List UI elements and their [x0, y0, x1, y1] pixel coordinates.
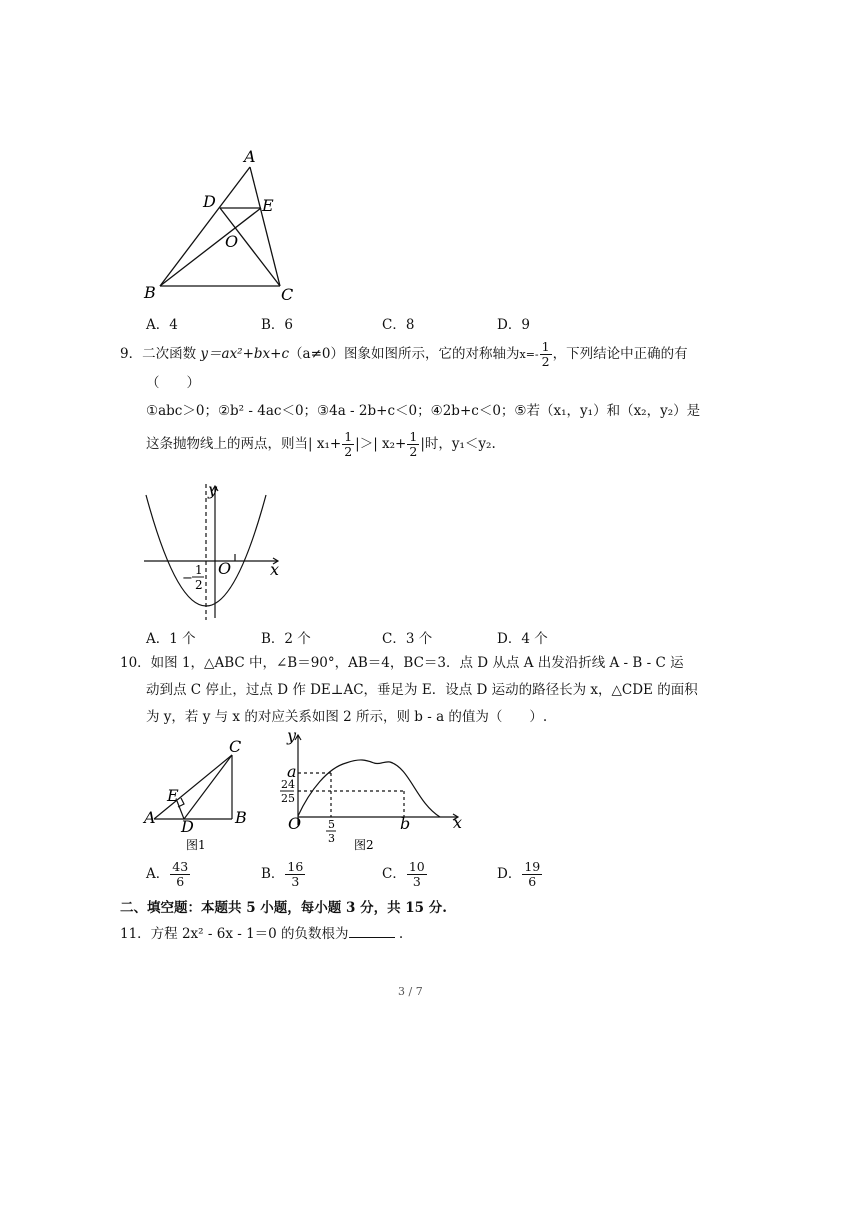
label-c: C	[281, 285, 294, 304]
fig10b-frac-den: 25	[281, 792, 295, 805]
fig10-triangle	[140, 738, 255, 853]
q9-option-c[interactable]: C．3 个	[382, 631, 433, 647]
fig10a-label-c: C	[229, 738, 242, 756]
q10-option-d[interactable]: D． $\frac{19}{6}$	[497, 859, 541, 889]
q10-option-a[interactable]: A． $\frac{43}{6}$	[146, 859, 189, 889]
q10-option-b[interactable]: B． $\frac{16}{3}$	[261, 859, 304, 889]
fig10b-o-label: O	[288, 814, 302, 833]
fig10a-label-d: D	[181, 817, 194, 836]
q9-option-a[interactable]: A．1 个	[146, 631, 196, 647]
q9-option-d[interactable]: D．4 个	[497, 631, 548, 647]
fig9-minus: −	[182, 571, 193, 586]
label-b: B	[144, 283, 156, 302]
fig10a-caption: 图1	[186, 838, 206, 852]
q11-answer-blank[interactable]	[349, 925, 395, 938]
q10-option-c[interactable]: C． $\frac{10}{3}$	[382, 859, 425, 889]
seg-ac-10	[154, 755, 232, 819]
fig10b-curve	[298, 760, 440, 817]
q11-stem: 11．方程 2x² - 6x - 1＝0 的负数根为 .	[120, 926, 404, 942]
q9-conclusions-line1: ①abc＞0；②b² - 4ac＜0；③4a - 2b+c＜0；④2b+c＜0；⑤若（x₁，y₁）和（x₂，y₂）是	[146, 403, 701, 419]
label-e: E	[262, 196, 274, 215]
seg-cd-10	[184, 755, 232, 819]
fig10b-b-label: b	[400, 814, 411, 833]
q10-stem-line2: 动到点 C 停止，过点 D 作 DE⊥AC，垂足为 E．设点 D 运动的路径长为 x，△CDE 的面积	[146, 682, 698, 698]
q8-option-b[interactable]: B．6	[261, 317, 294, 333]
fig10b-y-label: y	[287, 730, 297, 745]
fig9-y-label: y	[208, 482, 218, 499]
fig10b-caption: 图2	[354, 838, 374, 852]
fig10-graph	[278, 730, 468, 855]
q9-stem: 9．二次函数 y＝ax²+bx+c（a≠0）图象如图所示，它的对称轴为x=- $\frac{1}{2}$ ，下列结论中正确的有	[120, 339, 688, 369]
q9-paren: （ ）	[146, 375, 200, 391]
label-o: O	[225, 232, 239, 251]
fig10a-label-b: B	[235, 808, 247, 827]
page-number: 3 / 7	[398, 985, 423, 998]
parabola-figure	[140, 482, 290, 624]
label-d: D	[203, 192, 216, 211]
q8-option-c[interactable]: C．8	[382, 317, 415, 333]
q9-conclusions-line2: 这条抛物线上的两点，则当| x₁+ $\frac{1}{2}$ |＞| x₂+ $\frac{1}{2}$ |时，y₁＜y₂.	[146, 429, 496, 459]
section-heading: 二、填空题：本题共 5 小题，每小题 3 分，共 15 分.	[120, 900, 447, 916]
fig10a-label-a: A	[144, 808, 156, 827]
fig9-o-label: O	[218, 559, 232, 578]
q9-option-b[interactable]: B．2 个	[261, 631, 311, 647]
fig9-half-den: 2	[195, 578, 203, 592]
fig10b-a-label: a	[287, 762, 297, 781]
fig10b-x-label: x	[453, 813, 463, 832]
fig9-half-num: 1	[195, 563, 203, 577]
label-a: A	[244, 147, 256, 166]
fig9-x-label: x	[270, 560, 280, 579]
fig10a-label-e: E	[167, 786, 179, 805]
q8-option-a[interactable]: A．4	[146, 317, 178, 333]
q10-stem-line3: 为 y，若 y 与 x 的对应关系如图 2 所示，则 b - a 的值为（ ）.	[146, 709, 548, 725]
fig10b-x1-den: 3	[328, 832, 335, 845]
fig10b-frac-num: 24	[281, 778, 295, 791]
q8-option-d[interactable]: D．9	[497, 317, 530, 333]
q10-stem-line1: 10．如图 1，△ABC 中，∠B＝90°，AB＝4，BC＝3．点 D 从点 A 出发沿折线 A - B - C 运	[120, 655, 684, 671]
triangle-figure	[140, 145, 300, 310]
fig10b-x1-num: 5	[328, 818, 335, 831]
seg-ac	[250, 167, 280, 286]
